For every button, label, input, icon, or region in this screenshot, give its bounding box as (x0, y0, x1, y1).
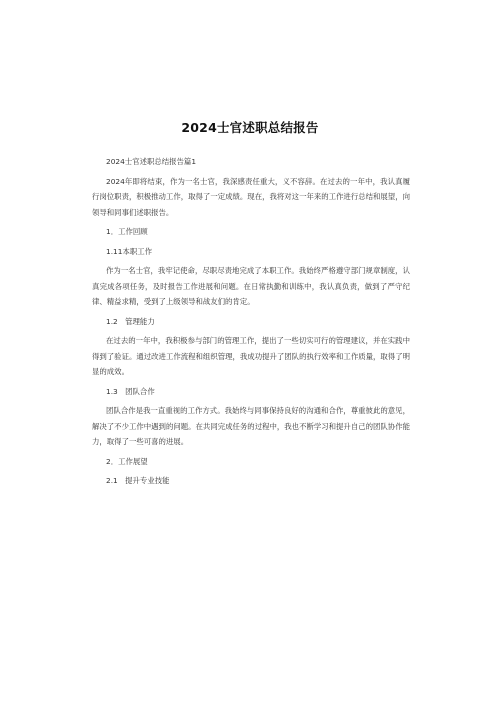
paragraph-intro: 2024年即将结束，作为一名士官，我深感责任重大，义不容辞。在过去的一年中，我认真履行岗位职责，积极推动工作，取得了一定成绩。现在，我将对这一年来的工作进行总结和展望，向领导和同事们述职报告。 (92, 176, 410, 217)
subsection-heading-management: 1.2 管理能力 (106, 316, 155, 326)
subsection-heading-skills: 2.1 提升专业技能 (106, 476, 170, 485)
paragraph-teamwork: 团队合作是我一直重视的工作方式。我始终与同事保持良好的沟通和合作，尊重彼此的意见，解决了不少工作中遇到的问题。在共同完成任务的过程中，我也不断学习和提升自己的团队协作能力，取得了一些可喜的进展。 (92, 406, 410, 446)
paragraph-subtitle: 2024士官述职总结报告篇1 (106, 157, 197, 166)
paragraph-main-duty: 作为一名士官，我牢记使命，尽职尽责地完成了本职工作。我始终严格遵守部门规章制度，认真完成各项任务，及时报告工作进展和问题。在日常执勤和训练中，我认真负责，做到了严守纪律、精益求精，受到了上级领导和战友们的肯定。 (92, 266, 410, 306)
subsection-heading-main-duty: 1.11本职工作 (106, 246, 153, 256)
document-body (92, 154, 410, 493)
section-heading-work-review: 1．工作回顾 (106, 227, 148, 236)
subsection-heading-teamwork: 1.3 团队合作 (106, 386, 155, 396)
section-heading-outlook: 2．工作展望 (106, 456, 148, 466)
paragraph-management: 在过去的一年中，我积极参与部门的管理工作，提出了一些切实可行的管理建议，并在实践中得到了验证。通过改进工作流程和组织管理，我成功提升了团队的执行效率和工作质量，取得了明显的成效。 (92, 336, 410, 376)
document-title: 2024士官述职总结报告 (181, 120, 319, 135)
